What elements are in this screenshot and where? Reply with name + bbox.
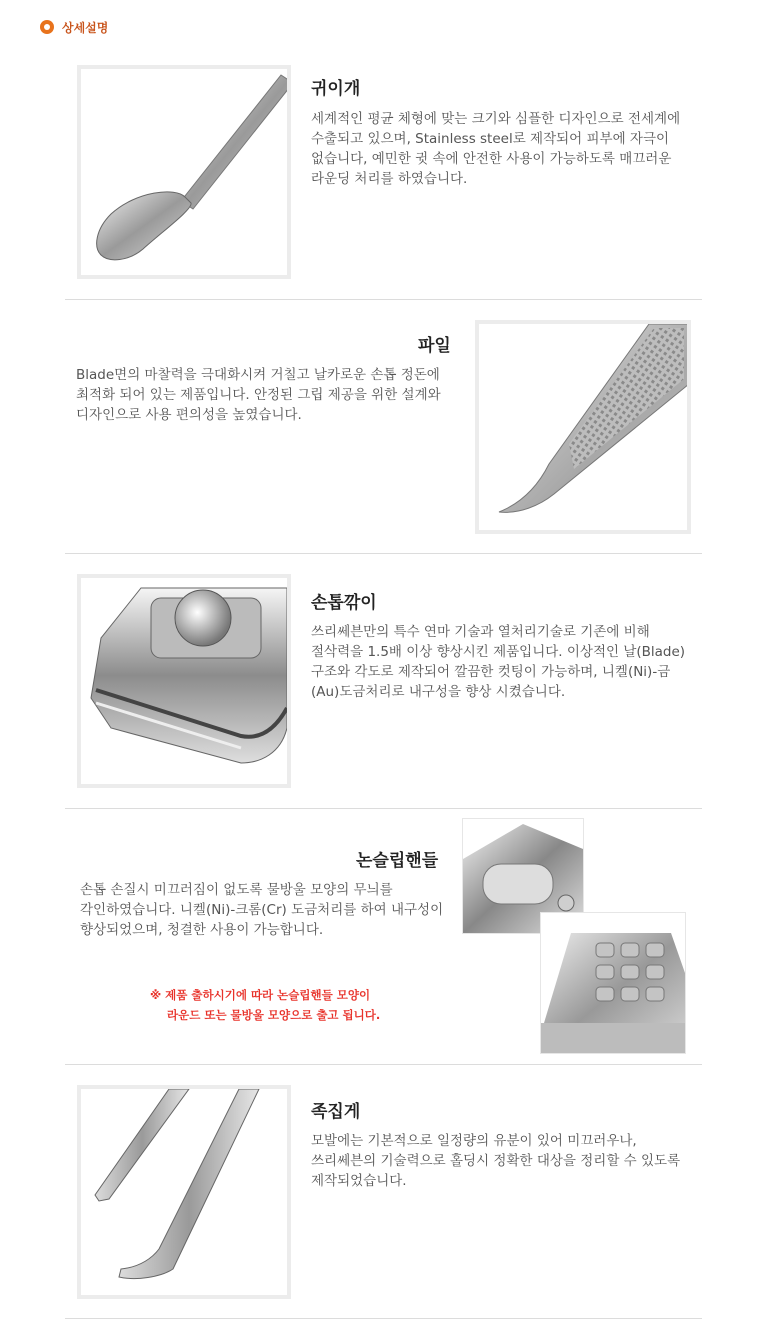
section-title: 상세설명 xyxy=(62,20,109,35)
nail-clipper-image xyxy=(77,574,291,788)
item-title-nail-clipper: 손톱깎이 xyxy=(311,593,377,613)
divider xyxy=(65,1318,702,1319)
ear-pick-image xyxy=(77,65,291,279)
section-header xyxy=(40,16,108,38)
nail-file-image xyxy=(475,320,691,534)
item-desc-ear-pick: 세계적인 평균 체형에 맞는 크기와 심플한 디자인으로 전세계에 수출되고 있으며, Stainless steel로 제작되어 피부에 자극이 없습니다, 예민한 귓 속에 안전한 사용이 가능하도록 매끄러운 라운딩 처리를 하였습니다. xyxy=(311,111,681,187)
item-title-tweezers: 족집게 xyxy=(311,1102,361,1122)
item-title-nonslip-handle: 논슬립핸들 xyxy=(356,851,439,871)
nonslip-handle-waterdrop-image xyxy=(540,912,686,1054)
divider xyxy=(65,299,702,300)
item-desc-tweezers: 모발에는 기본적으로 일정량의 유분이 있어 미끄러우나, 쓰리쎄븐의 기술력으로 홀딩시 정확한 대상을 정리할 수 있도록 제작되었습니다. xyxy=(311,1133,681,1189)
shipping-note-line1: ※ 제품 출하시기에 따라 논슬립핸들 모양이 xyxy=(150,988,371,1002)
item-desc-nail-clipper: 쓰리쎄븐만의 특수 연마 기술과 열처리기술로 기존에 비해 절삭력을 1.5배 이상 향상시킨 제품입니다. 이상적인 날(Blade)구조와 각도로 제작되어 깔끔한 컷팅이 가능하며, 니켈(Ni)-금(Au)도금처리로 내구성을 향상 시켰습니다. xyxy=(311,624,686,700)
tweezers-image xyxy=(77,1085,291,1299)
divider xyxy=(65,553,702,554)
item-desc-file: Blade면의 마찰력을 극대화시켜 거칠고 날카로운 손톱 정돈에 최적화 되어 있는 제품입니다. 안정된 그립 제공을 위한 설계와 디자인으로 사용 편의성을 높였습니다. xyxy=(76,367,441,423)
shipping-note-line2: 라운드 또는 물방울 모양으로 출고 됩니다. xyxy=(167,1008,381,1022)
item-desc-nonslip-handle: 손톱 손질시 미끄러짐이 없도록 물방울 모양의 무늬를 각인하였습니다. 니켈(Ni)-크롬(Cr) 도금처리를 하여 내구성이 향상되었으며, 청결한 사용이 가능합니다. xyxy=(80,882,444,938)
item-title-ear-pick: 귀이개 xyxy=(311,79,361,99)
circle-bullet-icon xyxy=(40,20,54,34)
divider xyxy=(65,808,702,809)
divider xyxy=(65,1064,702,1065)
item-title-file: 파일 xyxy=(418,336,451,356)
